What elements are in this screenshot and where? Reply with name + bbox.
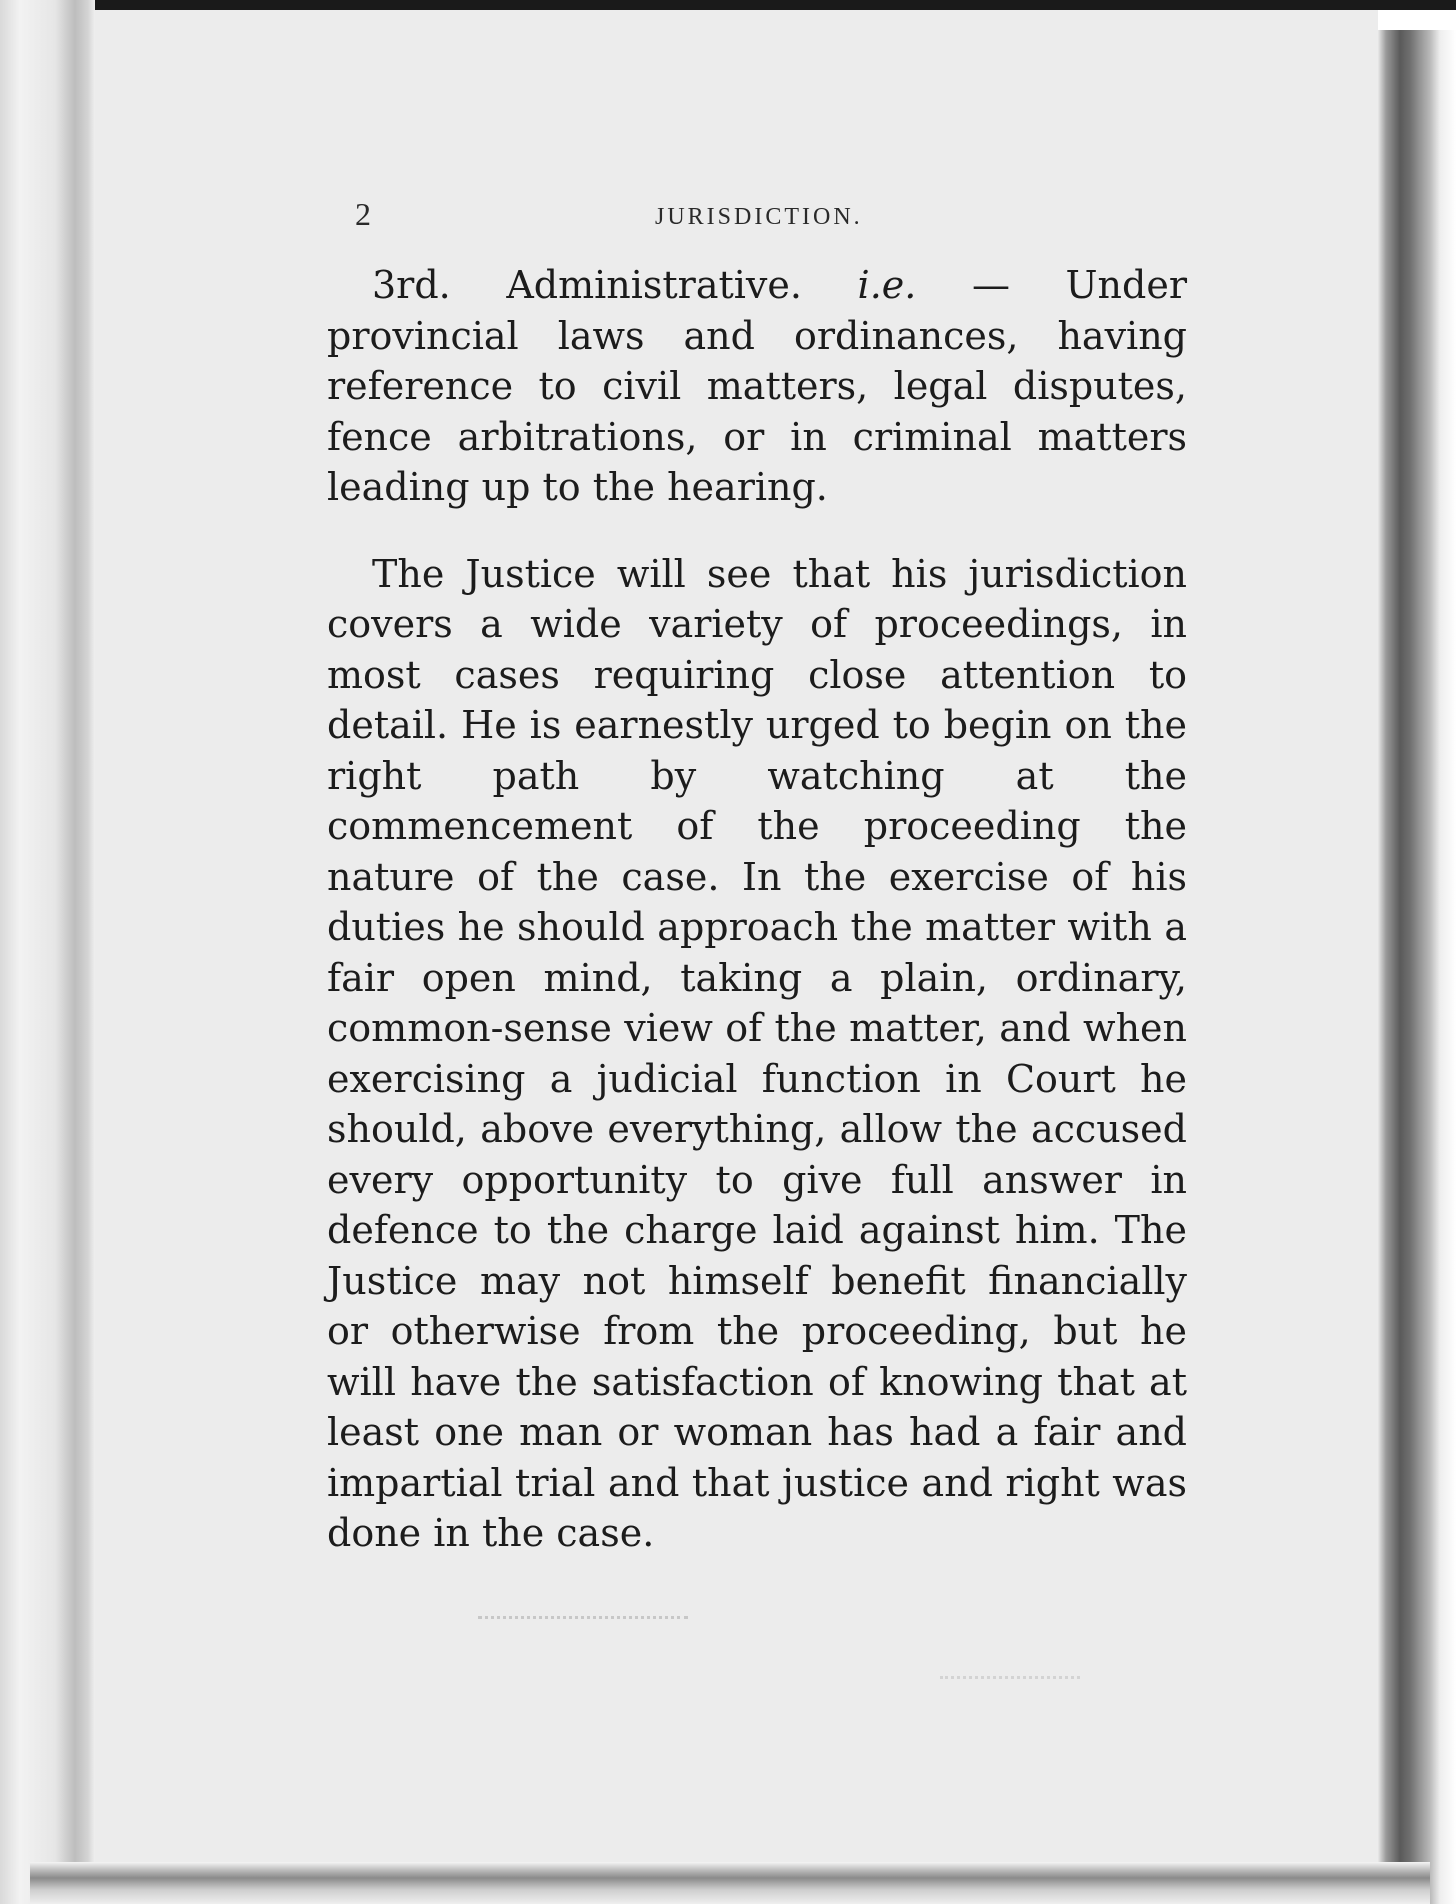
binding-left-edge (0, 0, 95, 1904)
paragraph-justice-duties: The Justice will see that his jurisdiction covers a wide variety of proceedings, in most cases requiring close attention to detail. He is earnestly urged to begin on the right path by watching at the commencement of the proceeding the nature of the case. In the exercise of his duties he should approach the matter with a fair open mind, taking a plain, ordinary, common-sense view of the matter, and when exercising a judicial function in Court he should, above everything, allow the accused every opportunity to give full answer in defence to the charge laid against him. The Justice may not himself benefit financially or otherwise from the proceeding, but he will have the satisfaction of knowing that at least one man or woman has had a fair and impartial trial and that justice and right was done in the case. (327, 551, 1187, 1555)
paragraph-administrative (327, 260, 1187, 513)
para1-italic-abbrev: i.e. (857, 263, 917, 307)
running-header (330, 196, 1330, 236)
page-number: 2 (355, 196, 371, 232)
running-title: JURISDICTION. (655, 204, 863, 230)
para1-lead: 3rd. Administrative. (372, 263, 858, 307)
binding-bottom-edge (30, 1862, 1430, 1904)
bleed-through-dots (940, 1670, 1080, 1679)
scanner-top-border (0, 0, 1456, 10)
para1-rest: — Under provincial laws and ordinances, having reference to civil matters, legal disputes, fence arbitrations, or in criminal matters leading up to the hearing. (327, 263, 1187, 509)
page-stack-right-edge (1378, 30, 1456, 1904)
body-text (327, 260, 1187, 1559)
bleed-through-marks (478, 1610, 688, 1619)
